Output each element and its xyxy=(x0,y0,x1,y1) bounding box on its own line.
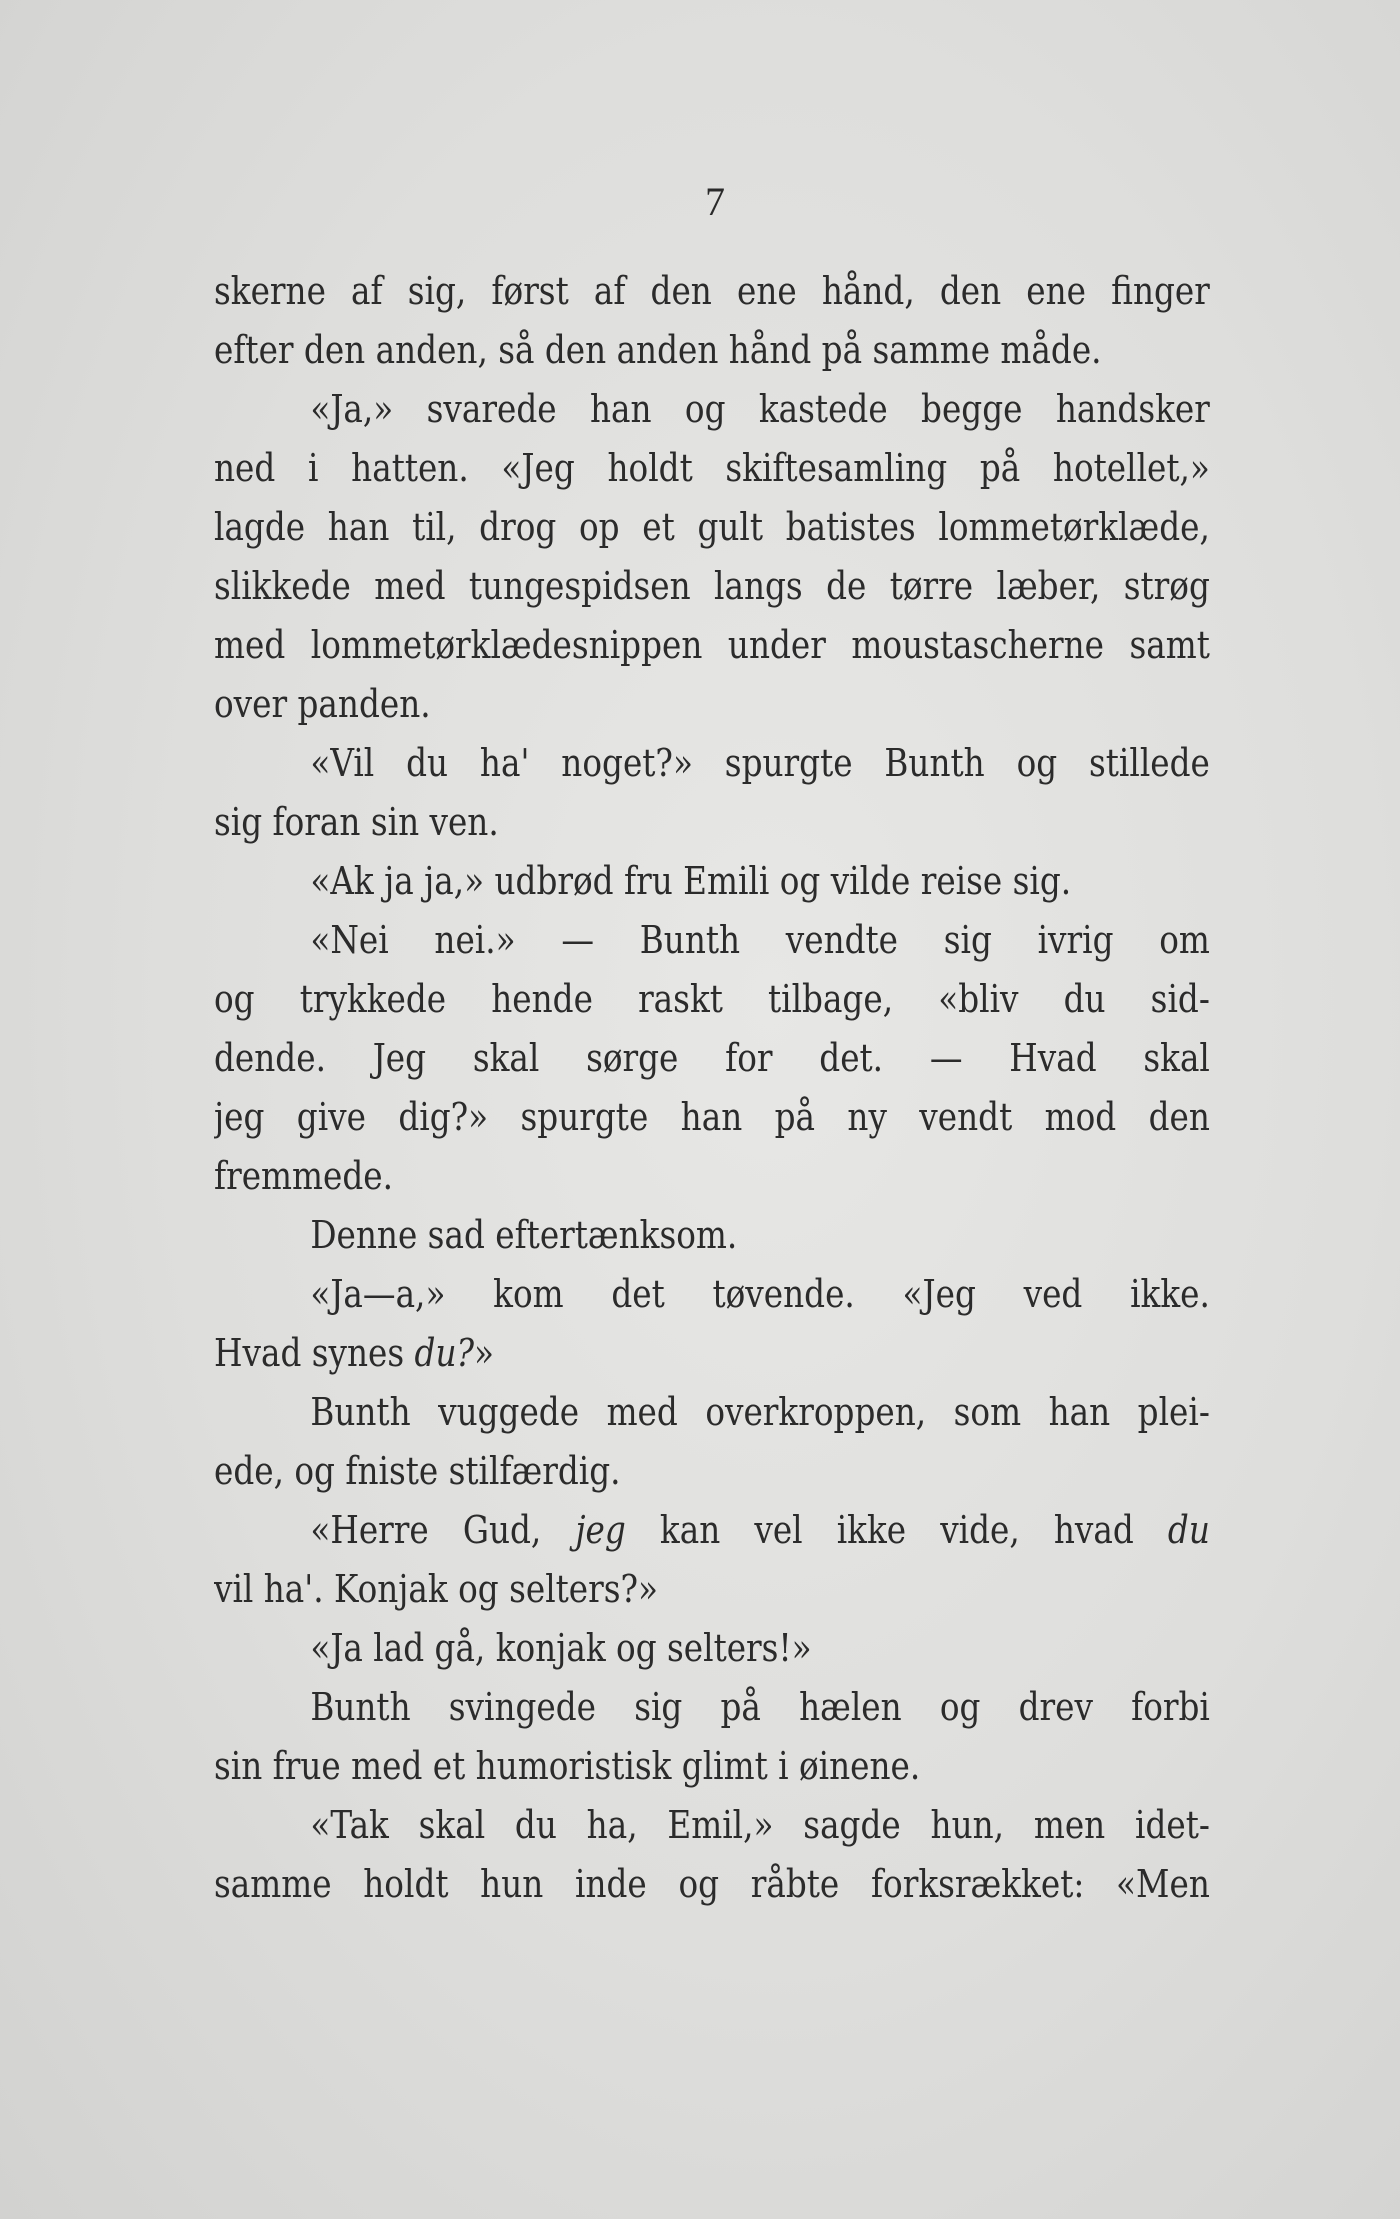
italic-text: du? xyxy=(414,1331,475,1375)
line-text: samme holdt hun inde og råbte forksrækket: «Men xyxy=(214,1862,1210,1906)
line-text: «Ja lad gå, konjak og selters!» xyxy=(310,1626,812,1670)
line-text: ned i hatten. «Jeg holdt skiftesamling på hotellet,» xyxy=(214,446,1210,490)
text-line xyxy=(214,1383,1210,1442)
line-text: ede, og fniste stilfærdig. xyxy=(214,1449,621,1493)
text-line xyxy=(214,734,1210,793)
line-text: skerne af sig, først af den ene hånd, den ene finger xyxy=(214,269,1210,313)
line-text: fremmede. xyxy=(214,1154,394,1198)
text-line xyxy=(214,1324,1210,1383)
line-text: kan vel ikke vide, hvad xyxy=(625,1508,1168,1552)
line-text: jeg give dig?» spurgte han på ny vendt mod den xyxy=(214,1095,1210,1139)
text-line xyxy=(214,675,1210,734)
line-text: over panden. xyxy=(214,682,431,726)
line-text: Bunth svingede sig på hælen og drev forbi xyxy=(310,1685,1210,1729)
text-line xyxy=(214,380,1210,439)
text-line xyxy=(214,852,1210,911)
text-line xyxy=(214,262,1210,321)
text-line xyxy=(214,1265,1210,1324)
page-number: 7 xyxy=(705,179,725,224)
line-text: sin frue med et humoristisk glimt i øinene. xyxy=(214,1744,921,1788)
text-line xyxy=(214,1501,1210,1560)
line-text: dende. Jeg skal sørge for det. — Hvad skal xyxy=(214,1036,1210,1080)
italic-text: jeg xyxy=(575,1508,626,1552)
text-line xyxy=(214,1796,1210,1855)
text-line xyxy=(214,1737,1210,1796)
line-text: «Ak ja ja,» udbrød fru Emili og vilde reise sig. xyxy=(310,859,1072,903)
text-line xyxy=(214,970,1210,1029)
text-line xyxy=(214,1855,1210,1914)
line-text: Bunth vuggede med overkroppen, som han plei- xyxy=(310,1390,1210,1434)
line-text: «Tak skal du ha, Emil,» sagde hun, men idet- xyxy=(310,1803,1210,1847)
line-text: slikkede med tungespidsen langs de tørre læber, strøg xyxy=(214,564,1210,608)
line-text: lagde han til, drog op et gult batistes lommetørklæde, xyxy=(214,505,1210,549)
text-line xyxy=(214,1088,1210,1147)
text-line xyxy=(214,1678,1210,1737)
text-line xyxy=(214,557,1210,616)
text-line xyxy=(214,1206,1210,1265)
line-text: sig foran sin ven. xyxy=(214,800,499,844)
line-text: Hvad synes xyxy=(214,1331,415,1375)
text-line xyxy=(214,793,1210,852)
line-text: «Vil du ha' noget?» spurgte Bunth og stillede xyxy=(310,741,1210,785)
line-text: «Ja—a,» kom det tøvende. «Jeg ved ikke. xyxy=(310,1272,1210,1316)
line-text: «Herre Gud, xyxy=(310,1508,576,1552)
line-text: » xyxy=(474,1331,495,1375)
line-text: «Ja,» svarede han og kastede begge handsker xyxy=(310,387,1210,431)
line-text: efter den anden, så den anden hånd på samme måde. xyxy=(214,328,1102,372)
text-line xyxy=(214,439,1210,498)
line-text: Denne sad eftertænksom. xyxy=(310,1213,738,1257)
text-line xyxy=(214,1619,1210,1678)
text-line xyxy=(214,1029,1210,1088)
line-text: og trykkede hende raskt tilbage, «bliv du sid- xyxy=(214,977,1210,1021)
text-line xyxy=(214,498,1210,557)
line-text: «Nei nei.» — Bunth vendte sig ivrig om xyxy=(310,918,1210,962)
line-text: vil ha'. Konjak og selters?» xyxy=(214,1567,659,1611)
text-line xyxy=(214,911,1210,970)
italic-text: du xyxy=(1167,1508,1210,1552)
text-line xyxy=(214,1560,1210,1619)
text-line xyxy=(214,1147,1210,1206)
text-line xyxy=(214,1442,1210,1501)
line-text: med lommetørklædesnippen under moustascherne samt xyxy=(214,623,1210,667)
text-line xyxy=(214,616,1210,675)
body-text xyxy=(214,262,1210,1914)
text-line xyxy=(214,321,1210,380)
